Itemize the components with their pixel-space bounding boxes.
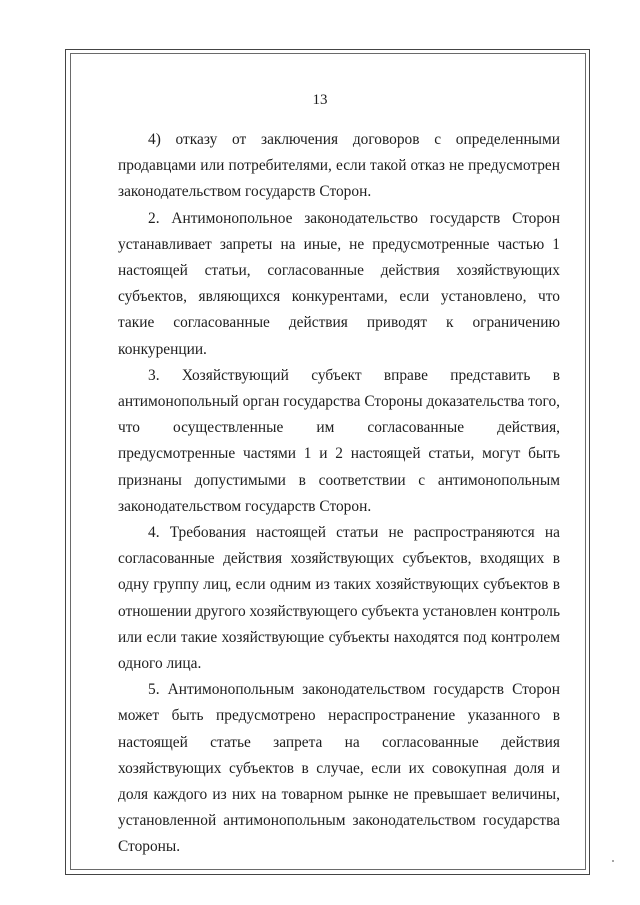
scan-speck — [612, 860, 614, 862]
paragraph-4: 4. Требования настоящей статьи не распространяются на согласованные действия хозяйствующих субъектов, входящих в одну группу лиц, если одним из таких хозяйствующих субъектов в отношении другого хозяйствующего субъекта установлен контроль или если такие хозяйствующие субъекты находятся под контролем одного лица. — [118, 524, 560, 673]
paragraph-5: 5. Антимонопольным законодательством государств Сторон может быть предусмотрено нераспространение указанного в настоящей статье запрета на согласованные действия хозяйствующих субъектов в случае, если их совокупная доля и доля каждого из них на товарном рынке не превышает величины, установленной антимонопольным законодательством государства Стороны. — [118, 681, 560, 856]
document-body — [118, 127, 560, 861]
paragraph-item-4: 4) отказу от заключения договоров с определенными продавцами или потребителями, если такой отказ не предусмотрен законодательством государств Сторон. — [118, 131, 560, 201]
paragraph-2: 2. Антимонопольное законодательство государств Сторон устанавливает запреты на иные, не предусмотренные частью 1 настоящей статьи, согласованные действия хозяйствующих субъектов, являющихся конкурентами, если установлено, что такие согласованные действия приводят к ограничению конкуренции. — [118, 209, 560, 358]
paragraph-3: 3. Хозяйствующий субъект вправе представить в антимонопольный орган государства Стороны доказательства того, что осуществленные им согласованные действия, предусмотренные частями 1 и 2 настоящей статьи, могут быть признаны допустимыми в соответствии с антимонопольным законодательством государств Сторон. — [118, 366, 560, 515]
page-number: 13 — [312, 92, 328, 108]
